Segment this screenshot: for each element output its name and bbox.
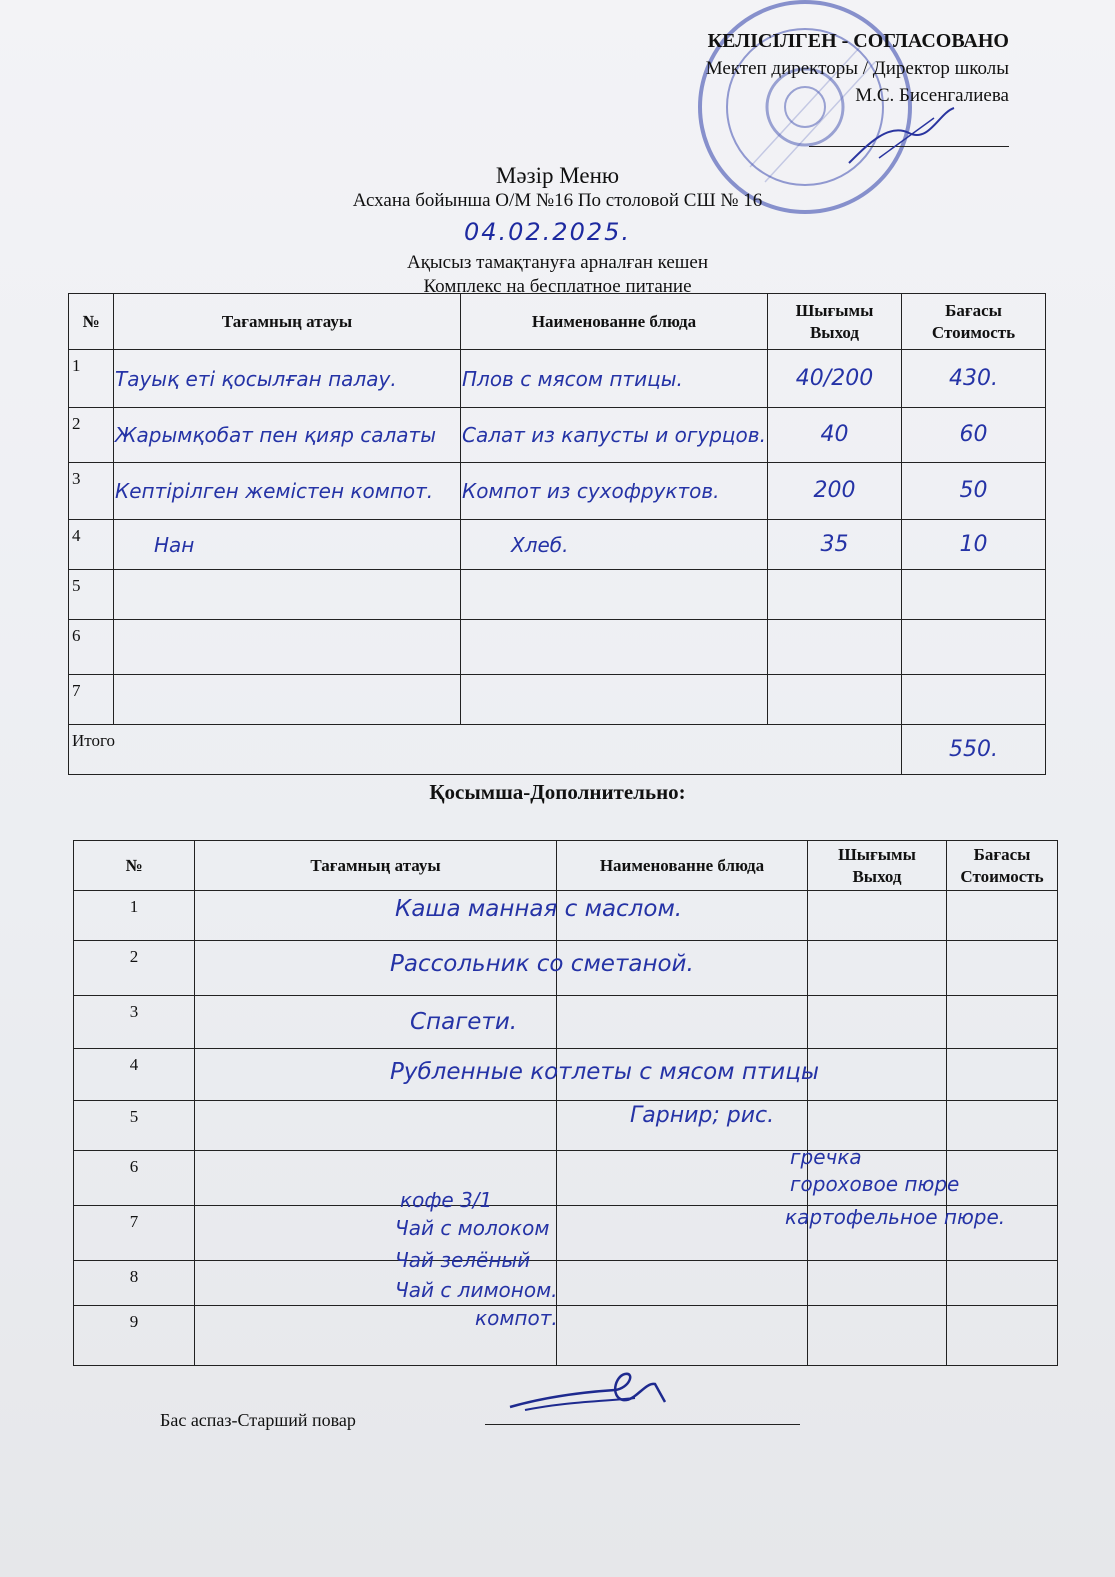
cook-label: Бас аспаз-Старший повар: [160, 1410, 356, 1430]
col-output: Шығымы Выход: [768, 294, 902, 350]
col-number: №: [74, 841, 195, 891]
complex-title-kz: Ақысыз тамақтануға арналған кешен: [406, 252, 709, 273]
row-number: 7: [69, 675, 114, 725]
col-output: Шығымы Выход: [808, 841, 947, 891]
table-row: [69, 350, 1046, 408]
handwritten-note: гречка: [790, 1145, 862, 1169]
row-number: 6: [74, 1151, 195, 1206]
cook-signature-line: [485, 1424, 800, 1425]
dish-name-ru: Хлеб.: [461, 520, 768, 570]
row-number: 2: [69, 408, 114, 463]
handwritten-note: Гарнир; рис.: [630, 1103, 775, 1128]
approval-name: М.С. Бисенгалиева: [855, 85, 1009, 106]
row-number: 5: [69, 570, 114, 620]
dish-name-ru: Компот из сухофруктов.: [461, 463, 768, 520]
table-row: [74, 1101, 1058, 1151]
handwritten-note: Чай с молоком: [395, 1216, 550, 1240]
row-number: 3: [74, 996, 195, 1049]
col-price: Бағасы Стоимость: [902, 294, 1046, 350]
dish-output: 40/200: [768, 350, 902, 408]
row-number: 7: [74, 1206, 195, 1261]
handwritten-note: Чай с лимоном.: [395, 1278, 558, 1302]
row-number: 8: [74, 1261, 195, 1306]
handwritten-note: Спагети.: [410, 1009, 518, 1035]
table-row: [69, 463, 1046, 520]
main-menu-table: [68, 293, 1046, 775]
dish-name-kz: Жарымқобат пен қияр салаты: [114, 408, 461, 463]
table-row: [74, 1306, 1058, 1366]
complex-title-ru: Комплекс на бесплатное питание: [423, 276, 692, 297]
table-row: [74, 1261, 1058, 1306]
row-number: 4: [74, 1049, 195, 1101]
table-row: [69, 408, 1046, 463]
col-name-kz: Тағамның атауы: [195, 841, 557, 891]
dish-price: 60: [902, 408, 1046, 463]
handwritten-note: кофе 3/1: [400, 1188, 493, 1212]
dish-output: 200: [768, 463, 902, 520]
col-name-ru: Наименованне блюда: [461, 294, 768, 350]
dish-name-ru: Плов с мясом птицы.: [461, 350, 768, 408]
dish-price: 10: [902, 520, 1046, 570]
approval-block: [706, 28, 1009, 109]
table-row: [74, 996, 1058, 1049]
row-number: 9: [74, 1306, 195, 1366]
row-number: 1: [69, 350, 114, 408]
dish-name-kz: Кептірілген жемістен компот.: [114, 463, 461, 520]
dish-price: 50: [902, 463, 1046, 520]
menu-date: 04.02.2025.: [463, 218, 632, 246]
row-number: 6: [69, 620, 114, 675]
handwritten-note: компот.: [475, 1306, 558, 1330]
handwritten-note: Каша манная с маслом.: [395, 896, 683, 922]
handwritten-note: Рубленные котлеты с мясом птицы: [390, 1059, 820, 1085]
handwritten-note: Чай зелёный: [395, 1248, 531, 1272]
col-name-ru: Наименованне блюда: [557, 841, 808, 891]
row-number: 5: [74, 1101, 195, 1151]
col-name-kz: Тағамның атауы: [114, 294, 461, 350]
dish-name-kz: Нан: [114, 520, 461, 570]
cook-signature: [505, 1362, 685, 1422]
row-number: 1: [74, 891, 195, 941]
extra-title: Қосымша-Дополнительно:: [429, 780, 686, 804]
table-row: [69, 620, 1046, 675]
handwritten-note: картофельное пюре.: [785, 1205, 1006, 1229]
handwritten-note: гороховое пюре: [790, 1172, 960, 1196]
dish-price: 430.: [902, 350, 1046, 408]
dish-name-kz: Тауық еті қосылған палау.: [114, 350, 461, 408]
total-value: 550.: [902, 725, 1046, 775]
menu-title: Мәзір Меню: [495, 163, 620, 188]
total-row: [69, 725, 1046, 775]
col-number: №: [69, 294, 114, 350]
approval-position: Мектеп директоры / Директор школы: [705, 58, 1009, 79]
handwritten-note: Рассольник со сметаной.: [390, 951, 694, 977]
approval-title: КЕЛІСІЛГЕН - СОГЛАСОВАНО: [707, 30, 1009, 52]
dish-output: 40: [768, 408, 902, 463]
row-number: 2: [74, 941, 195, 996]
row-number: 3: [69, 463, 114, 520]
table-row: [69, 675, 1046, 725]
table-row: [69, 570, 1046, 620]
row-number: 4: [69, 520, 114, 570]
dish-output: 35: [768, 520, 902, 570]
table-row: [69, 520, 1046, 570]
col-price: Бағасы Стоимость: [947, 841, 1058, 891]
school-line: Асхана бойынша О/М №16 По столовой СШ № 16: [352, 190, 763, 211]
dish-name-ru: Салат из капусты и огурцов.: [461, 408, 768, 463]
total-label: Итого: [69, 725, 902, 775]
